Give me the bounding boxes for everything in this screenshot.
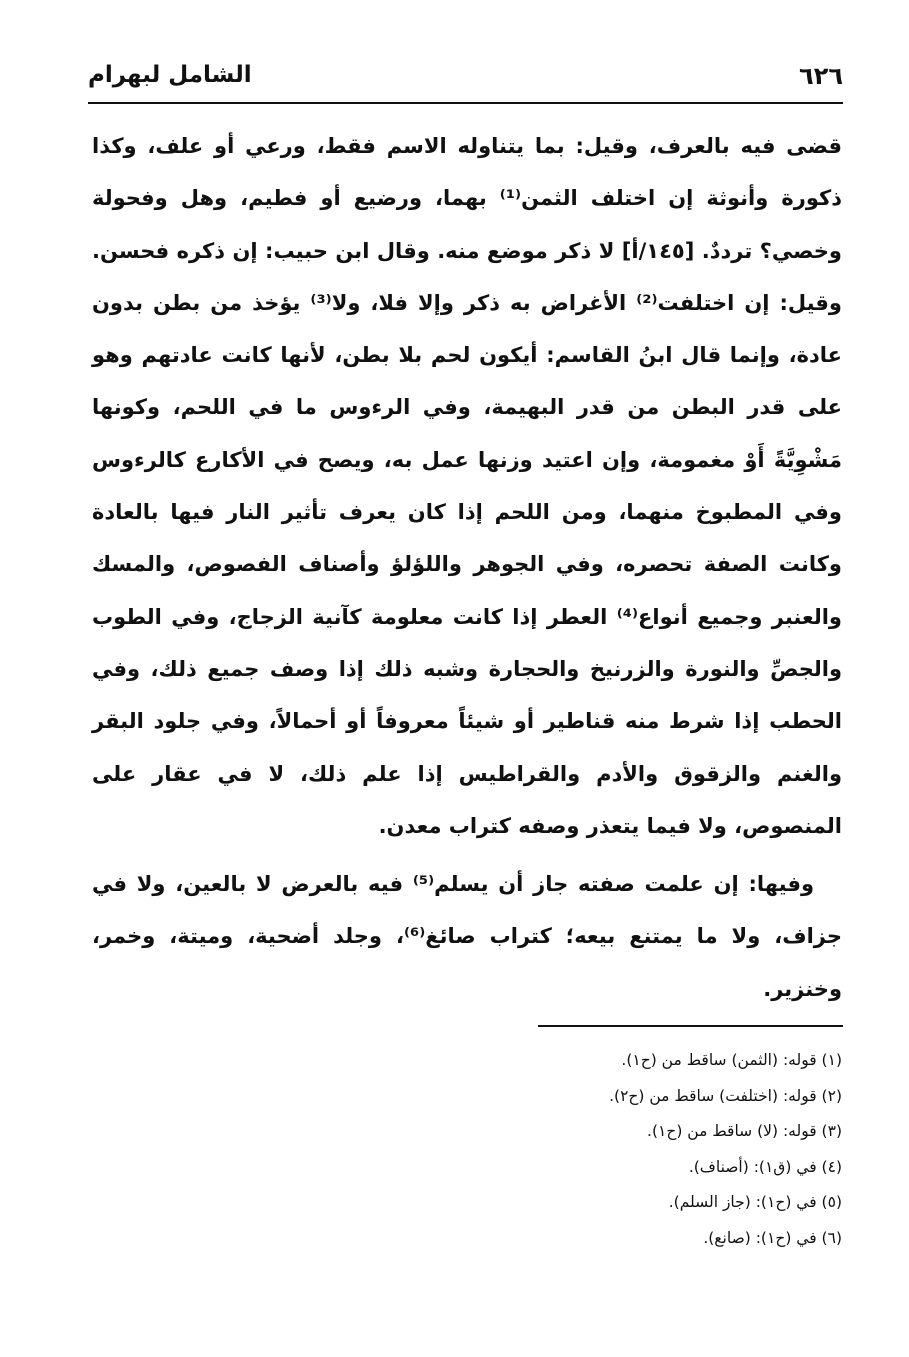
- page-header: [88, 58, 843, 96]
- footnotes: [450, 1043, 842, 1257]
- main-text: [92, 120, 842, 1015]
- footnote-1: (١) قوله: (الثمن) ساقط من (ح١).: [621, 1051, 842, 1069]
- footnote-divider: [538, 1025, 843, 1027]
- running-title: الشامل لبهرام: [88, 62, 252, 88]
- footnote-3: (٣) قوله: (لا) ساقط من (ح١).: [647, 1122, 842, 1141]
- header-divider: [88, 102, 843, 104]
- footnote-4: (٤) في (ق١): (أصناف).: [688, 1157, 842, 1176]
- paragraph-2: وفيها: إن علمت صفته جاز أن يسلم⁽⁵⁾ فيه بالعرض لا بالعين، ولا في جزاف، ولا ما يمتنع بيعه؛ كتراب صائغ⁽⁶⁾، وجلد أضحية، وميتة، وخمر، وخنزير.: [92, 872, 843, 1001]
- footnote-2: (٢) قوله: (اختلفت) ساقط من (ح٢).: [609, 1086, 842, 1105]
- footnote-6: (٦) في (ح١): (صانع).: [703, 1228, 842, 1247]
- page-number: ٦٢٦: [799, 62, 843, 90]
- paragraph-1: قضى فيه بالعرف، وقيل: بما يتناوله الاسم فقط، ورعي أو علف، وكذا ذكورة وأنوثة إن اختلف الثمن⁽¹⁾ بهما، ورضيع أو فطيم، وهل وفحولة وخصي؟ ترددٌ. [١٤٥/أ] لا ذكر موضع منه. وقال ابن حبيب: إن ذكره فحسن. وقيل: إن اختلفت⁽²⁾ الأغراض به ذكر وإلا فلا، ولا⁽³⁾ يؤخذ من بطن بدون عادة، وإنما قال ابنُ القاسم: أيكون لحم بلا بطن، لأنها كانت عادتهم وهو على قدر البطن من قدر البهيمة، وفي الرءوس ما في اللحم، وكونها مَشْوِيَّةً أَوْ مغمومة، وإن اعتيد وزنها عمل به، ويصح في الأكارع كالرءوس وفي المطبوخ منهما، ومن اللحم إذا كان يعرف تأثير النار فيها بالعادة وكانت الصفة تحصره، وفي الجوهر واللؤلؤ وأصناف الفصوص، والمسك والعنبر وجميع أنواع⁽⁴⁾ العطر إذا كانت معلومة كآنية الزجاج، وفي الطوب والجصِّ والنورة والزرنيخ والحجارة وشبه ذلك إذا وصف جميع ذلك، وفي الحطب إذا شرط منه قناطير أو شيئاً معروفاً أو أحمالاً، وفي جلود البقر والغنم والزقوق والأدم والقراطيس إذا علم ذلك، لا في عقار على المنصوص، ولا فيما يتعذر وصفه كتراب معدن.: [92, 134, 842, 838]
- footnote-5: (٥) في (ح١): (جاز السلم).: [668, 1193, 842, 1212]
